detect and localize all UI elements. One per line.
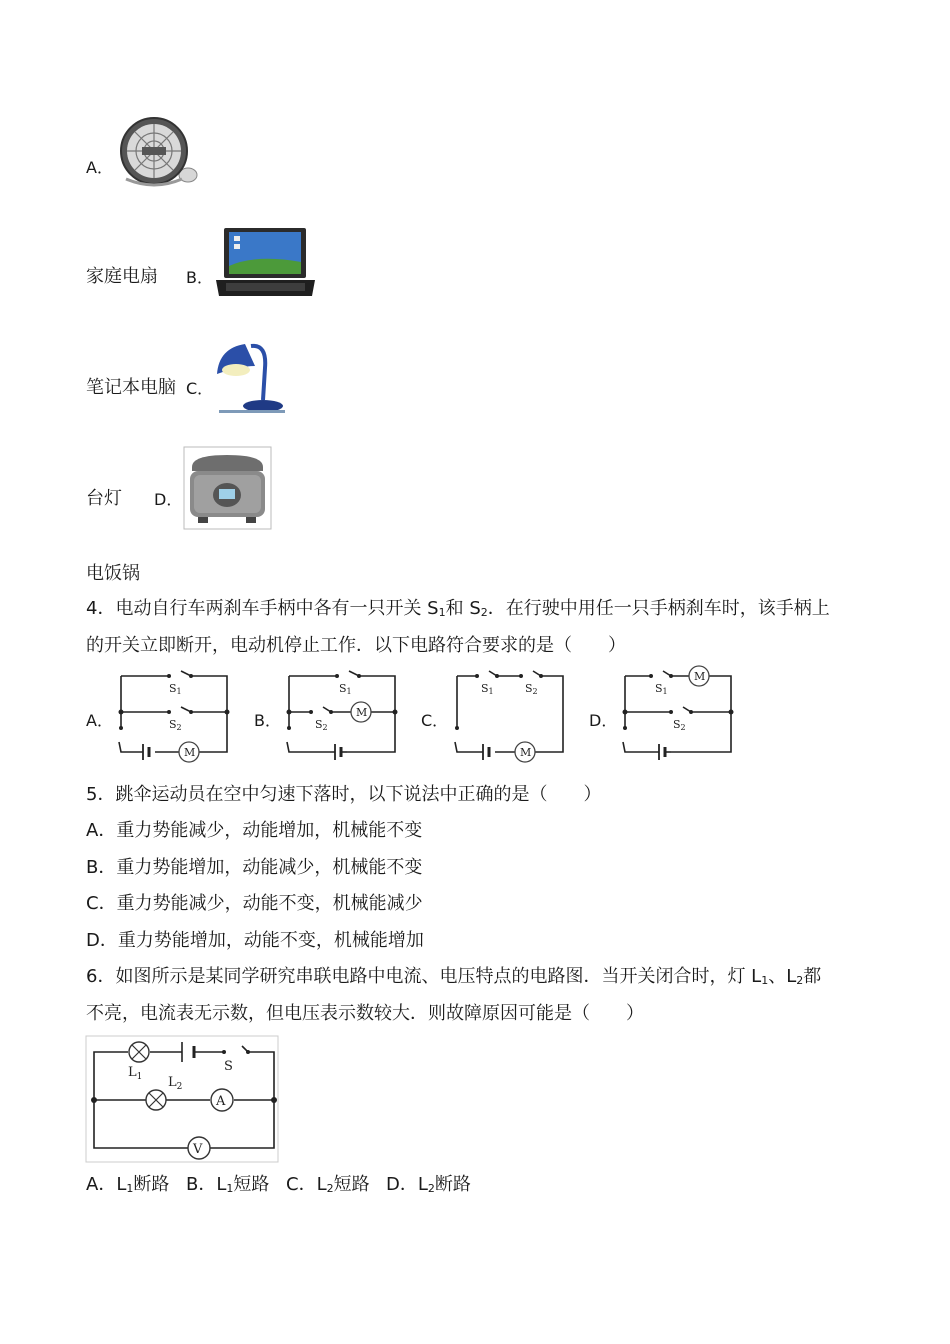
q4-stem-line1: 4．电动自行车两刹车手柄中各有一只开关 S1和 S2．在行驶中用任一只手柄刹车时，该手柄上 [86,598,830,619]
motor-label: M [184,746,196,759]
q4-option-c-letter: C． [421,711,449,730]
svg-text:S1: S1 [339,682,352,696]
svg-text:L2: $L_2$ [168,1075,183,1092]
svg-text:M: M [694,670,706,683]
svg-text:S2: S2 [525,682,538,696]
svg-text:S2: S2 [315,718,328,732]
q3-option-d-letter: D． [154,490,183,509]
svg-text:L1: $L_1$ [128,1065,143,1082]
q4-stem-line2: 的开关立即断开，电动机停止工作．以下电路符合要求的是（ ） [86,635,626,656]
q4-option-d-letter: D． [589,711,618,730]
svg-text:S2: S2 [673,718,686,732]
q3-option-c-letter: C． [186,379,214,398]
voltmeter-label: V [193,1142,203,1157]
q5-option-b: B．重力势能增加，动能减少，机械能不变 [86,857,423,878]
electric-fan-image [118,117,200,189]
desk-lamp-image [215,338,285,414]
q5-option-a: A．重力势能减少，动能增加，机械能不变 [86,820,423,841]
svg-text:M: M [356,706,368,719]
q4-option-a-letter: A． [86,711,113,730]
q6-stem-line1: 6．如图所示是某同学研究串联电路中电流、电压特点的电路图．当开关闭合时，灯 L1、L2都 [86,966,822,987]
svg-text:S: S [224,1059,233,1074]
q5-option-c: C．重力势能减少，动能不变，机械能减少 [86,893,423,914]
q3-option-d-name: 电饭锅 [86,563,140,584]
q4-circuit-d [619,668,737,760]
svg-text:S2: S2 [169,718,182,732]
rice-cooker-image [184,447,271,529]
q6-option-d: D．L2断路 [386,1174,471,1195]
svg-text:S1: S1 [169,682,182,696]
q4-option-b-letter: B． [254,711,281,730]
q4-circuit-b [283,668,401,760]
q3-option-a-letter: A． [86,158,113,177]
q3-option-c-name: 台灯 [86,488,122,509]
q5-stem: 5．跳伞运动员在空中匀速下落时，以下说法中正确的是（ ） [86,784,602,805]
svg-text:S1: S1 [655,682,668,696]
q6-option-b: B．L1短路 [186,1174,270,1195]
q5-option-d: D．重力势能增加，动能不变，机械能增加 [86,930,424,951]
q3-option-a-name: 家庭电扇 [86,266,158,287]
q6-circuit-diagram [86,1036,278,1162]
q4-circuit-a [115,668,233,760]
svg-text:S1: S1 [481,682,494,696]
laptop-image [216,226,315,298]
q3-option-b-name: 笔记本电脑 [86,377,176,398]
q6-stem-line2: 不亮，电流表无示数，但电压表示数较大．则故障原因可能是（ ） [86,1003,644,1024]
svg-text:M: M [520,746,532,759]
q6-option-a: A．L1断路 [86,1174,170,1195]
q3-option-b-letter: B． [186,268,213,287]
q6-option-c: C．L2短路 [286,1174,370,1195]
q4-circuit-c [451,668,569,760]
ammeter-label: A [216,1094,226,1109]
